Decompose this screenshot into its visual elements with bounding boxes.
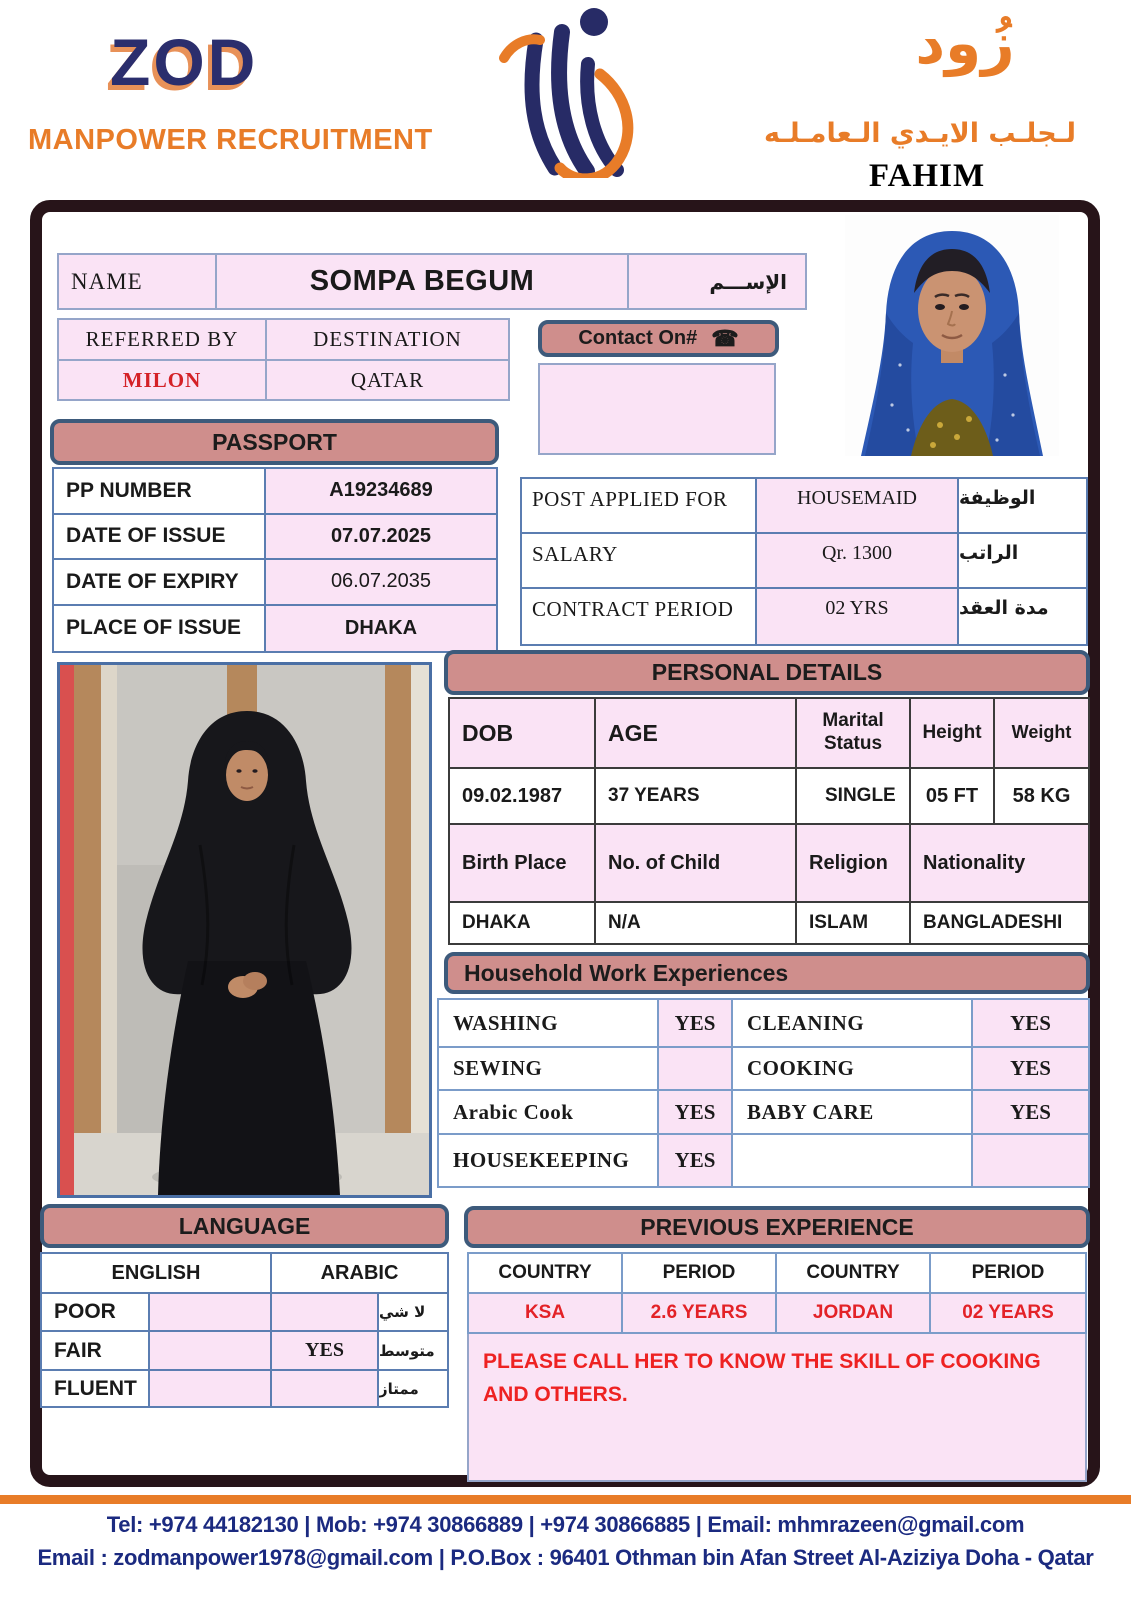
referred-by-value: MILON [59, 361, 267, 399]
nationality-value: BANGLADESHI [923, 912, 1063, 933]
birth-place-header: Birth Place [450, 825, 596, 903]
age-value: 37 YEARS [596, 769, 797, 825]
experience-country: KSA [469, 1294, 623, 1332]
passport-section-header: PASSPORT [50, 419, 499, 465]
height-value: 05 FT [911, 769, 995, 825]
skill-label [733, 1135, 973, 1186]
household-experience-header: Household Work Experiences [444, 952, 1090, 994]
passport-row-label: DATE OF EXPIRY [54, 560, 266, 606]
country-column-header: COUNTRY [469, 1254, 623, 1294]
skill-value [973, 1135, 1088, 1186]
skill-label: WASHING [439, 1000, 659, 1048]
passport-row-label: PLACE OF ISSUE [54, 606, 266, 652]
skill-value [659, 1048, 733, 1091]
arabic-rating-cell [272, 1371, 379, 1406]
footer-contact-line: Tel: +974 44182130 | Mob: +974 30866889 | +974 30866885 | Email: mhmrazeen@gmail.com [106, 1512, 1025, 1537]
candidate-name: SOMPA BEGUM [217, 255, 629, 308]
application-row-label-arabic: مدة العقد [959, 597, 1049, 619]
skill-value: YES [973, 1000, 1088, 1048]
footer-address-line: Email : zodmanpower1978@gmail.com | P.O.Box : 96401 Othman bin Afan Street Al-Aziziya Doha - Qatar [37, 1545, 1094, 1570]
english-rating-cell [150, 1294, 272, 1332]
brand-wordmark: ZOD [110, 25, 259, 99]
application-row-label-arabic: الوظيفة [959, 479, 1086, 534]
candidate-full-body-photo [57, 662, 432, 1198]
skill-value: YES [659, 1135, 733, 1186]
application-row-label: POST APPLIED FOR [522, 479, 757, 534]
zod-swoosh-figure-logo [478, 2, 644, 178]
agent-name: FAHIM [868, 158, 986, 194]
skill-label: CLEANING [733, 1000, 973, 1048]
english-rating-cell [150, 1371, 272, 1406]
passport-row-value: DHAKA [266, 606, 496, 652]
weight-value: 58 KG [995, 769, 1088, 825]
arabic-rating-cell [272, 1294, 379, 1332]
dob-header: DOB [450, 699, 596, 769]
application-row-value: 02 YRS [757, 589, 959, 644]
application-row-value: HOUSEMAID [757, 479, 959, 534]
name-label-arabic: الإســـم [629, 255, 805, 308]
language-level: POOR [42, 1294, 150, 1332]
language-section-header: LANGUAGE [40, 1204, 449, 1248]
marital-status-value: SINGLE [797, 769, 911, 825]
application-row-label: CONTRACT PERIOD [522, 589, 757, 644]
country-column-header: COUNTRY [777, 1254, 931, 1294]
application-row-value: Qr. 1300 [757, 534, 959, 589]
contact-on-button[interactable] [538, 320, 779, 357]
brand-subtitle-arabic: لـجلـب الايـدي الـعامـلـه [763, 118, 1077, 149]
referral-table [57, 318, 510, 401]
passport-row-value: A19234689 [266, 469, 496, 515]
brand-wordmark-arabic: زُود [915, 9, 1015, 77]
personal-details-header: PERSONAL DETAILS [444, 650, 1090, 695]
phone-icon: ☎ [711, 325, 739, 351]
passport-row-value: 06.07.2035 [266, 560, 496, 606]
skill-label: BABY CARE [733, 1091, 973, 1135]
children-value: N/A [596, 903, 797, 943]
contact-number-box [538, 363, 776, 455]
birth-place-value: DHAKA [450, 903, 596, 943]
destination-label: DESTINATION [267, 320, 508, 361]
weight-header: Weight [995, 699, 1088, 769]
period-column-header: PERIOD [931, 1254, 1085, 1294]
skill-value: YES [973, 1048, 1088, 1091]
skill-label: HOUSEKEEPING [439, 1135, 659, 1186]
household-experience-table [437, 998, 1090, 1188]
religion-value: ISLAM [797, 903, 911, 943]
passport-row-label: DATE OF ISSUE [54, 515, 266, 561]
previous-experience-header: PREVIOUS EXPERIENCE [464, 1206, 1090, 1248]
age-header: AGE [596, 699, 797, 769]
period-column-header: PERIOD [623, 1254, 777, 1294]
children-header: No. of Child [596, 825, 797, 903]
application-row-label: SALARY [522, 534, 757, 589]
marital-status-header: Marital Status [797, 699, 911, 769]
language-level: FLUENT [42, 1371, 150, 1406]
level-label-arabic: ممتاز [379, 1379, 419, 1398]
experience-period: 2.6 YEARS [623, 1294, 777, 1332]
destination-value: QATAR [267, 361, 508, 399]
passport-row-value: 07.07.2025 [266, 515, 496, 561]
skill-label: Arabic Cook [439, 1091, 659, 1135]
skill-value: YES [973, 1091, 1088, 1135]
nationality-header: Nationality [911, 825, 1088, 903]
language-table [40, 1252, 449, 1408]
previous-experience-table [467, 1252, 1087, 1334]
passport-table [52, 467, 498, 653]
arabic-column-header: ARABIC [272, 1254, 447, 1294]
dob-value: 09.02.1987 [450, 769, 596, 825]
height-header: Height [911, 699, 995, 769]
passport-row-label: PP NUMBER [54, 469, 266, 515]
skill-value: YES [659, 1091, 733, 1135]
experience-country: JORDAN [777, 1294, 931, 1332]
skill-label: SEWING [439, 1048, 659, 1091]
referred-by-label: REFERRED BY [59, 320, 267, 361]
recruiter-note: PLEASE CALL HER TO KNOW THE SKILL OF COOKING AND OTHERS. [467, 1334, 1087, 1482]
arabic-rating-cell: YES [272, 1332, 379, 1371]
language-level: FAIR [42, 1332, 150, 1371]
contact-on-label: Contact On# [578, 327, 698, 349]
footer-divider-bar [0, 1495, 1131, 1504]
name-label: NAME [59, 255, 217, 308]
english-rating-cell [150, 1332, 272, 1371]
candidate-portrait-photo [845, 215, 1059, 456]
application-row-label-arabic: الراتب [959, 534, 1086, 589]
level-label-arabic: لا شي [379, 1294, 447, 1332]
brand-subtitle: MANPOWER RECRUITMENT [28, 124, 433, 156]
name-row [57, 253, 807, 310]
personal-details-table [448, 697, 1090, 945]
application-table [520, 477, 1088, 646]
english-column-header: ENGLISH [42, 1254, 272, 1294]
level-label-arabic: متوسط [379, 1332, 447, 1371]
religion-header: Religion [797, 825, 911, 903]
experience-period: 02 YEARS [931, 1294, 1085, 1332]
skill-value: YES [659, 1000, 733, 1048]
skill-label: COOKING [733, 1048, 973, 1091]
photo-red-stripe [60, 665, 74, 1195]
